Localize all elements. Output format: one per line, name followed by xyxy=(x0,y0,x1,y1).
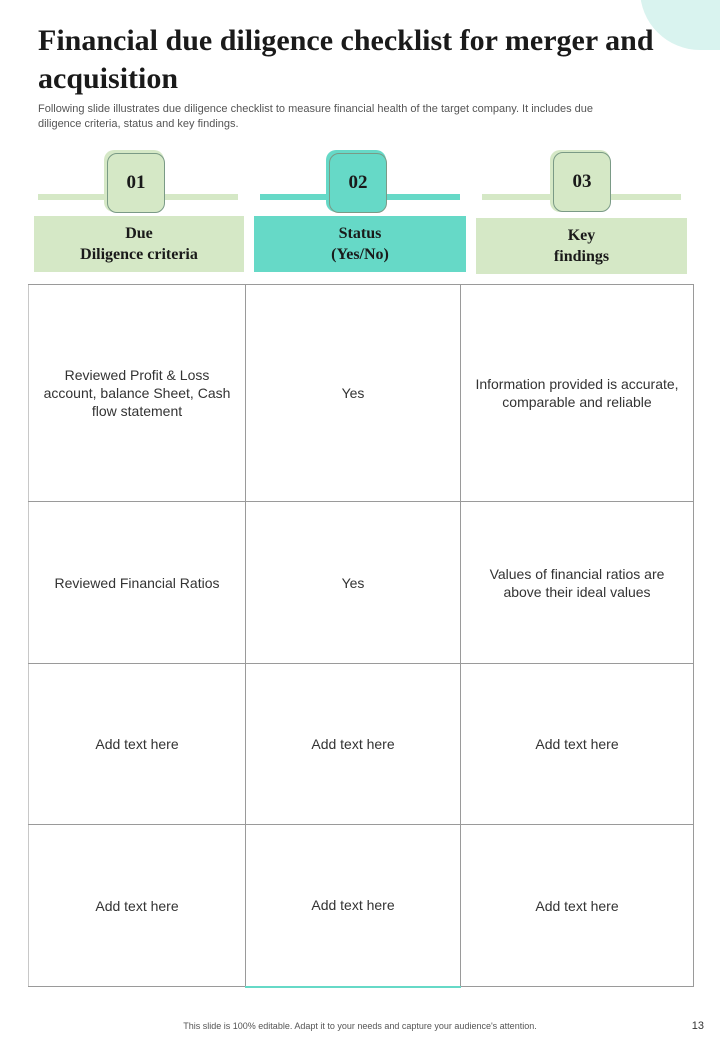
criteria-cell: Reviewed Profit & Loss account, balance Sheet, Cash flow statement xyxy=(29,285,246,502)
table-row xyxy=(29,285,694,502)
column-label: Status (Yes/No) xyxy=(254,216,466,272)
criteria-cell: Reviewed Financial Ratios xyxy=(29,502,246,664)
table-row xyxy=(29,502,694,664)
table-row xyxy=(29,664,694,825)
column-label: Key findings xyxy=(476,218,687,274)
column-label: Due Diligence criteria xyxy=(34,216,244,272)
status-cell: Yes xyxy=(246,285,461,502)
page-number: 13 xyxy=(691,1020,704,1032)
step-number-badge: 02 xyxy=(329,153,387,213)
step-number-badge: 01 xyxy=(107,153,165,213)
step-number-badge: 03 xyxy=(553,152,611,212)
criteria-cell: Add text here xyxy=(29,825,246,987)
page-subtitle: Following slide illustrates due diligence checklist to measure financial health of the target company. It includes due diligence criteria, status and key findings. xyxy=(38,103,593,130)
findings-cell: Values of financial ratios are above their ideal values xyxy=(461,502,694,664)
status-cell: Add text here xyxy=(246,825,461,987)
status-cell: Yes xyxy=(246,502,461,664)
footer-note: This slide is 100% editable. Adapt it to your needs and capture your audience's attention. xyxy=(183,1021,537,1031)
findings-cell: Add text here xyxy=(461,664,694,825)
table-row xyxy=(29,825,694,987)
checklist-table xyxy=(28,284,694,988)
page-title: Financial due diligence checklist for merger and acquisition xyxy=(38,24,654,95)
findings-cell: Information provided is accurate, comparable and reliable xyxy=(461,285,694,502)
findings-cell: Add text here xyxy=(461,825,694,987)
status-cell: Add text here xyxy=(246,664,461,825)
criteria-cell: Add text here xyxy=(29,664,246,825)
